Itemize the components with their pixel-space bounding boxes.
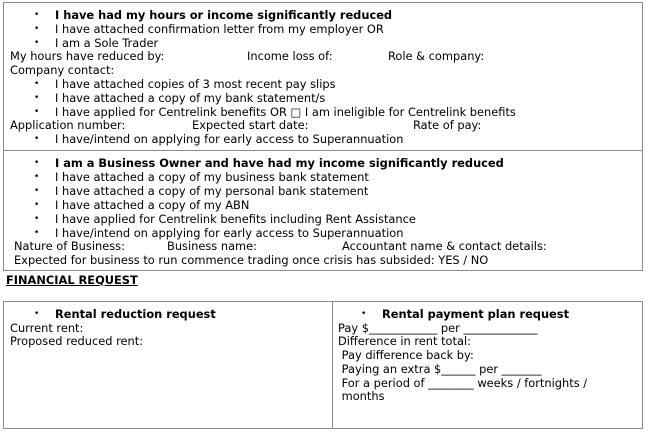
bullet-icon: • [34, 200, 40, 210]
field-proposed-reduced-rent: Proposed reduced rent: [10, 334, 144, 348]
field-nature-of-business: Nature of Business: [14, 239, 125, 253]
bullet-item: • I am a Business Owner and have had my income significantly reduced [34, 156, 504, 170]
bullet-item: • I have applied for Centrelink benefits OR □ I am ineligible for Centrelink benefits [34, 105, 516, 119]
expected-trading-line: Expected for business to run commence trading once crisis has subsided: YES / NO [14, 253, 489, 267]
bullet-item: • I have attached copies of 3 most recent pay slips [34, 77, 336, 91]
bullet-icon: • [361, 309, 367, 319]
bullet-icon: • [34, 107, 40, 117]
bullet-item: • I have attached a copy of my personal bank statement [34, 184, 369, 198]
bullet-icon: • [34, 172, 40, 182]
field-business-name: Business name: [167, 239, 257, 253]
field-accountant: Accountant name & contact details: [342, 239, 547, 253]
field-paying-extra: Paying an extra $______ per _______ [338, 362, 542, 376]
bullet-icon: • [34, 10, 40, 20]
field-application-number: Application number: [10, 118, 126, 132]
field-company-contact: Company contact: [10, 63, 115, 77]
field-period-months: months [338, 389, 385, 403]
bullet-item: • I have had my hours or income significantly reduced [34, 8, 393, 22]
bullet-item: • I have attached a copy of my bank statement/s [34, 91, 326, 105]
bullet-icon: • [34, 38, 40, 48]
bullet-item: • I have/intend on applying for early access to Superannuation [34, 226, 404, 240]
bullet-icon: • [34, 93, 40, 103]
field-pay-back-by: Pay difference back by: [338, 348, 474, 362]
field-income-loss: Income loss of: [247, 49, 333, 63]
bullet-item: • I have attached confirmation letter from my employer OR [34, 22, 384, 36]
rental-reduction-title: • Rental reduction request [34, 307, 216, 321]
bullet-item: • I have attached a copy of my ABN [34, 198, 250, 212]
bullet-icon: • [34, 186, 40, 196]
bullet-icon: • [34, 79, 40, 89]
field-difference-total: Difference in rent total: [338, 334, 471, 348]
field-expected-start-date: Expected start date: [192, 118, 309, 132]
bullet-item: • I have attached a copy of my business bank statement [34, 170, 369, 184]
bullet-item: • I am a Sole Trader [34, 36, 159, 50]
field-current-rent: Current rent: [10, 321, 84, 335]
financial-request-heading: FINANCIAL REQUEST [6, 273, 138, 287]
bullet-icon: • [34, 214, 40, 224]
bullet-icon: • [34, 228, 40, 238]
field-period: For a period of ________ weeks / fortnights / [338, 376, 588, 390]
field-rate-of-pay: Rate of pay: [413, 118, 482, 132]
bullet-icon: • [34, 309, 40, 319]
rental-payment-plan-title: • Rental payment plan request [361, 307, 570, 321]
bullet-item: • I have applied for Centrelink benefits including Rent Assistance [34, 212, 416, 226]
field-role-company: Role & company: [388, 49, 485, 63]
bullet-item: • I have/intend on applying for early access to Superannuation [34, 132, 404, 146]
field-pay-per: Pay $____________ per _____________ [338, 321, 538, 335]
bullet-icon: • [34, 24, 40, 34]
field-hours-reduced: My hours have reduced by: [10, 49, 165, 63]
bullet-icon: • [34, 134, 40, 144]
bullet-icon: • [34, 158, 40, 168]
